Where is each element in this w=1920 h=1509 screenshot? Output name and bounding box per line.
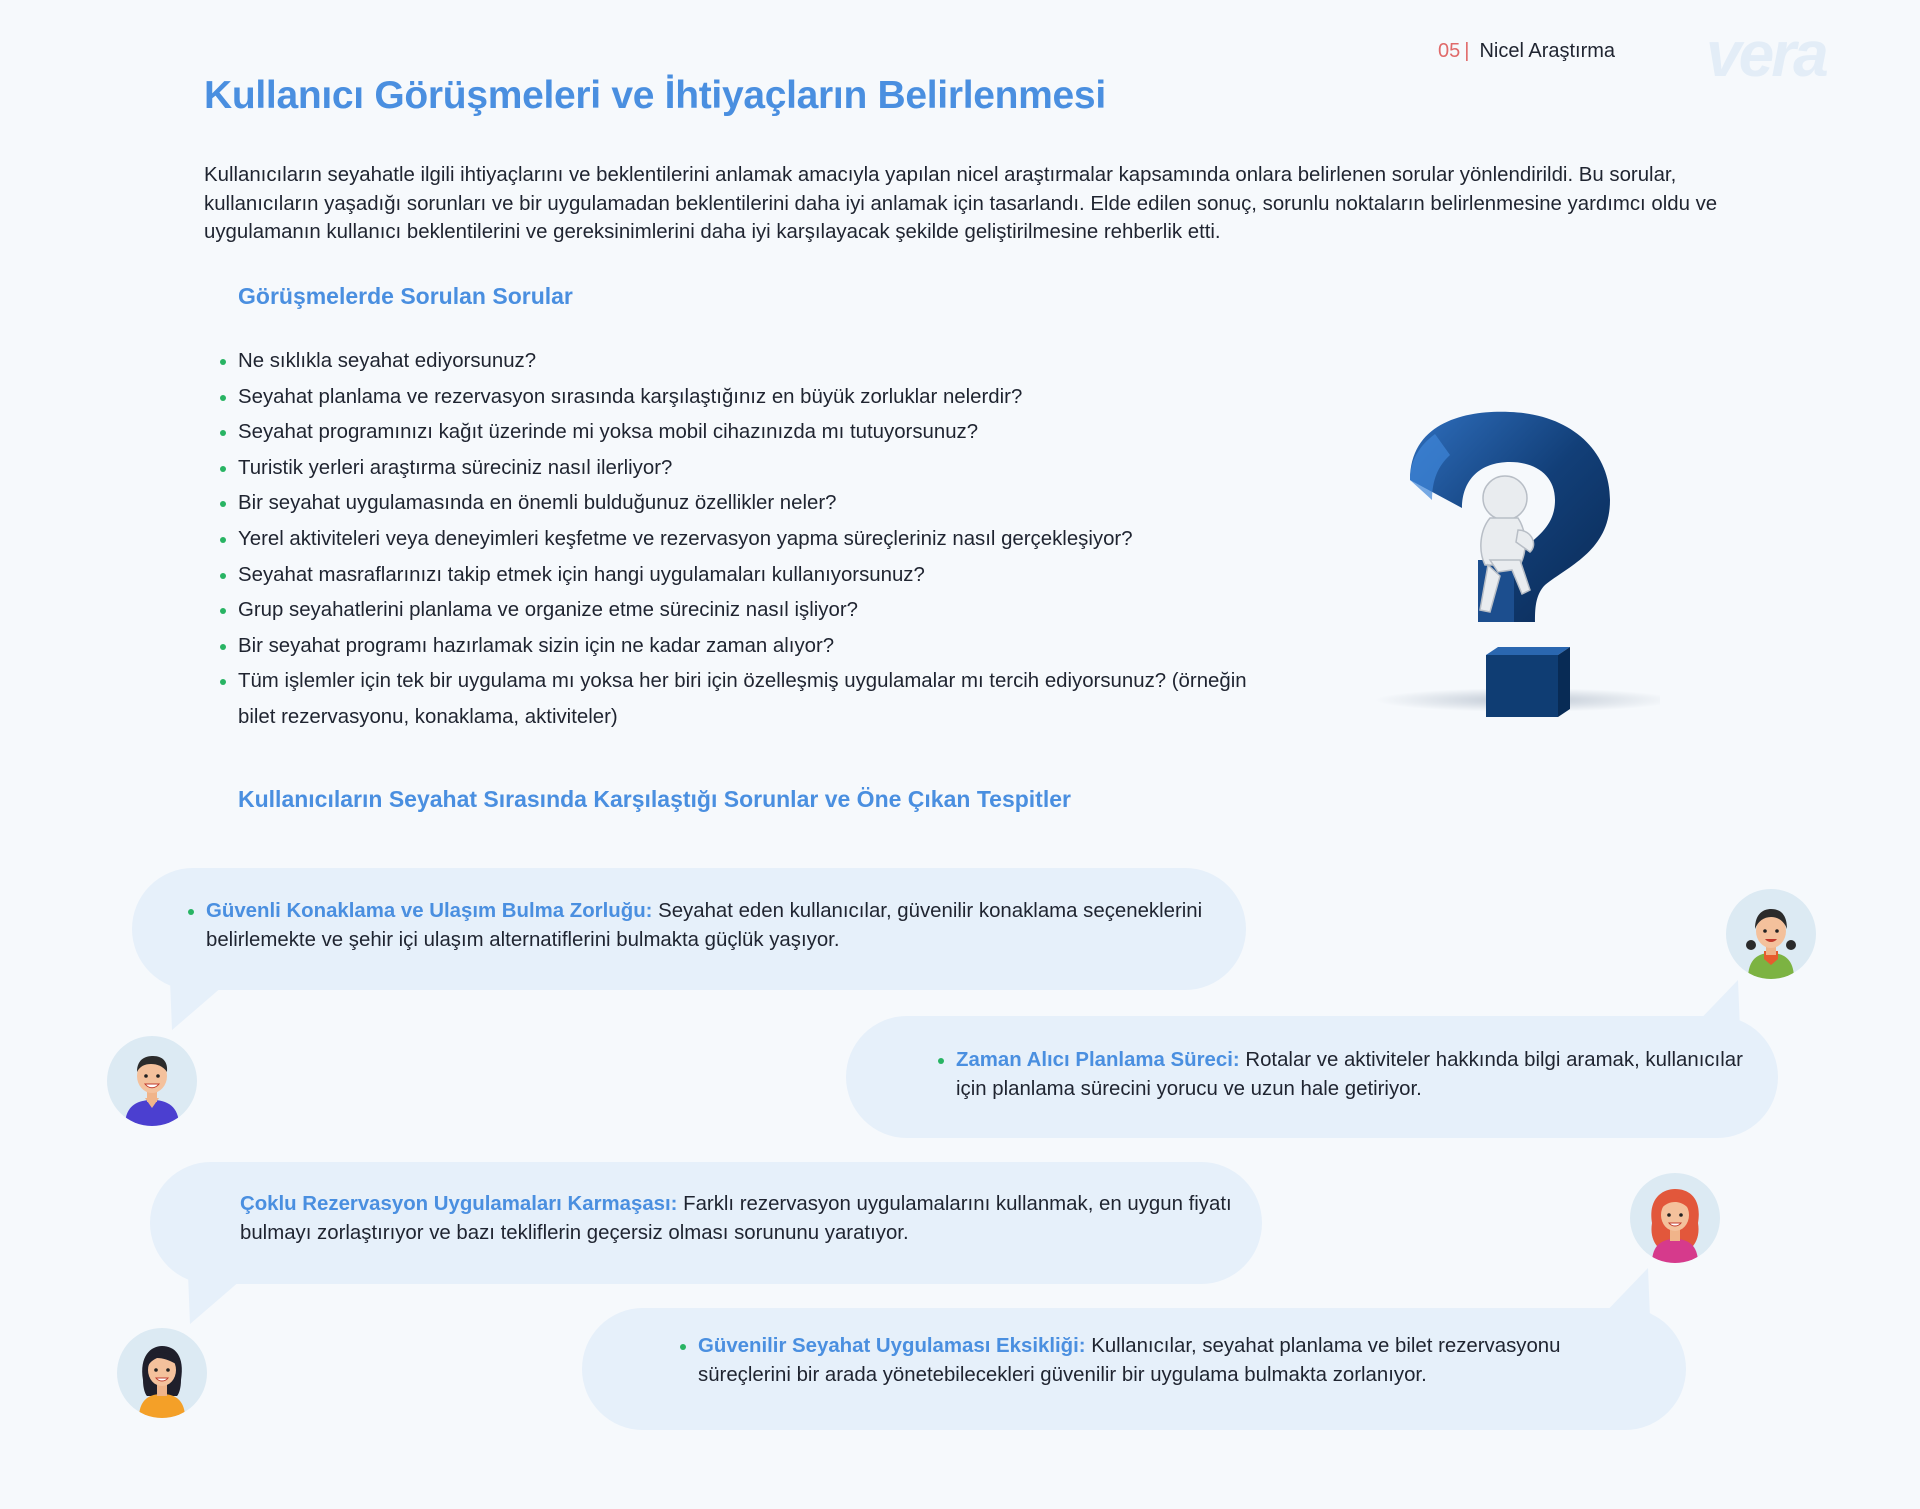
finding-text: Farklı rezervasyon uygulamalarını kullanmak, en uygun fiyatı bulmayı zorlaştırıyor ve bazı tekliflerin geçersiz olması sorununu yaratıyor. — [240, 1193, 1232, 1244]
question-item: Seyahat planlama ve rezervasyon sırasında karşılaştığınız en büyük zorluklar nelerdir? — [238, 380, 1268, 416]
bullet-dot — [188, 909, 194, 915]
finding-bubble-2 — [846, 1016, 1778, 1138]
question-item: Seyahat programınızı kağıt üzerinde mi yoksa mobil cihazınızda mı tutuyorsunuz? — [238, 415, 1268, 451]
avatar-woman-dark-hair — [117, 1328, 207, 1418]
avatar-girl-braids — [1726, 889, 1816, 979]
question-item: Tüm işlemler için tek bir uygulama mı yoksa her biri için özelleşmiş uygulamalar mı tercih ediyorsunuz? (örneğin bilet rezervasyonu, konaklama, aktiviteler) — [238, 664, 1268, 735]
question-item: Bir seyahat uygulamasında en önemli bulduğunuz özellikler neler? — [238, 486, 1268, 522]
brand-logo: vera — [1706, 18, 1826, 90]
avatar-woman-red-hair — [1630, 1173, 1720, 1263]
page-separator: | — [1464, 40, 1470, 62]
page-title: Kullanıcı Görüşmeleri ve İhtiyaçların Belirlenmesi — [204, 74, 1106, 117]
finding-label: Çoklu Rezervasyon Uygulamaları Karmaşası: — [240, 1193, 678, 1215]
bullet-dot — [680, 1344, 686, 1350]
speech-tail — [1690, 980, 1740, 1030]
finding-text: Kullanıcılar, seyahat planlama ve bilet rezervasyonu süreçlerini bir arada yönetebilecekleri güvenilir bir uygulama bulmakta zorlanıyor. — [698, 1335, 1561, 1386]
finding-text: Rotalar ve aktiviteler hakkında bilgi aramak, kullanıcılar için planlama sürecini yorucu ve uzun hale getiriyor. — [956, 1049, 1743, 1100]
speech-tail — [1600, 1268, 1650, 1318]
speech-tail — [188, 1274, 248, 1324]
question-item: Ne sıklıkla seyahat ediyorsunuz? — [238, 344, 1268, 380]
finding-bubble-1 — [132, 868, 1246, 990]
question-item: Yerel aktiviteleri veya deneyimleri keşfetme ve rezervasyon yapma süreçleriniz nasıl gerçekleşiyor? — [238, 522, 1268, 558]
finding-bubble-3 — [150, 1162, 1262, 1284]
questions-heading: Görüşmelerde Sorulan Sorular — [238, 283, 573, 309]
question-item: Bir seyahat programı hazırlamak sizin için ne kadar zaman alıyor? — [238, 629, 1268, 665]
question-item: Grup seyahatlerini planlama ve organize etme süreciniz nasıl işliyor? — [238, 593, 1268, 629]
speech-tail — [170, 980, 230, 1030]
question-item: Seyahat masraflarınızı takip etmek için hangi uygulamaları kullanıyorsunuz? — [238, 558, 1268, 594]
section-name: Nicel Araştırma — [1479, 40, 1616, 62]
finding-label: Zaman Alıcı Planlama Süreci: — [956, 1049, 1240, 1071]
finding-label: Güvenilir Seyahat Uygulaması Eksikliği: — [698, 1335, 1086, 1357]
questions-list — [238, 344, 1268, 736]
page-header — [1438, 40, 1615, 63]
finding-text: Seyahat eden kullanıcılar, güvenilir konaklama seçeneklerini belirlemekte ve şehir içi ulaşım alternatiflerini bulmakta güçlük yaşıyor. — [206, 900, 1203, 951]
page-number: 05 — [1438, 40, 1461, 62]
avatar-man — [107, 1036, 197, 1126]
findings-heading: Kullanıcıların Seyahat Sırasında Karşılaştığı Sorunlar ve Öne Çıkan Tespitler — [238, 786, 1071, 812]
question-item: Turistik yerleri araştırma süreciniz nasıl ilerliyor? — [238, 451, 1268, 487]
finding-bubble-4 — [582, 1308, 1686, 1430]
intro-paragraph: Kullanıcıların seyahatle ilgili ihtiyaçlarını ve beklentilerini anlamak amacıyla yapılan nicel araştırmalar kapsamında onlara belirlenen sorular yönlendirildi. Bu sorular, kullanıcıların yaşadığı sorunları ve bir uygulamadan beklentilerini daha iyi anlamak için tasarlandı. Elde edilen sonuç, sorunlu noktaların belirlenmesine yardımcı oldu ve uygulamanın kullanıcı beklentilerini ve gereksinimlerini daha iyi karşılayacak şekilde geliştirilmesine rehberlik etti. — [204, 164, 1718, 243]
finding-label: Güvenli Konaklama ve Ulaşım Bulma Zorluğu: — [206, 900, 653, 922]
question-mark-illustration — [1340, 400, 1660, 770]
bullet-dot — [938, 1058, 944, 1064]
